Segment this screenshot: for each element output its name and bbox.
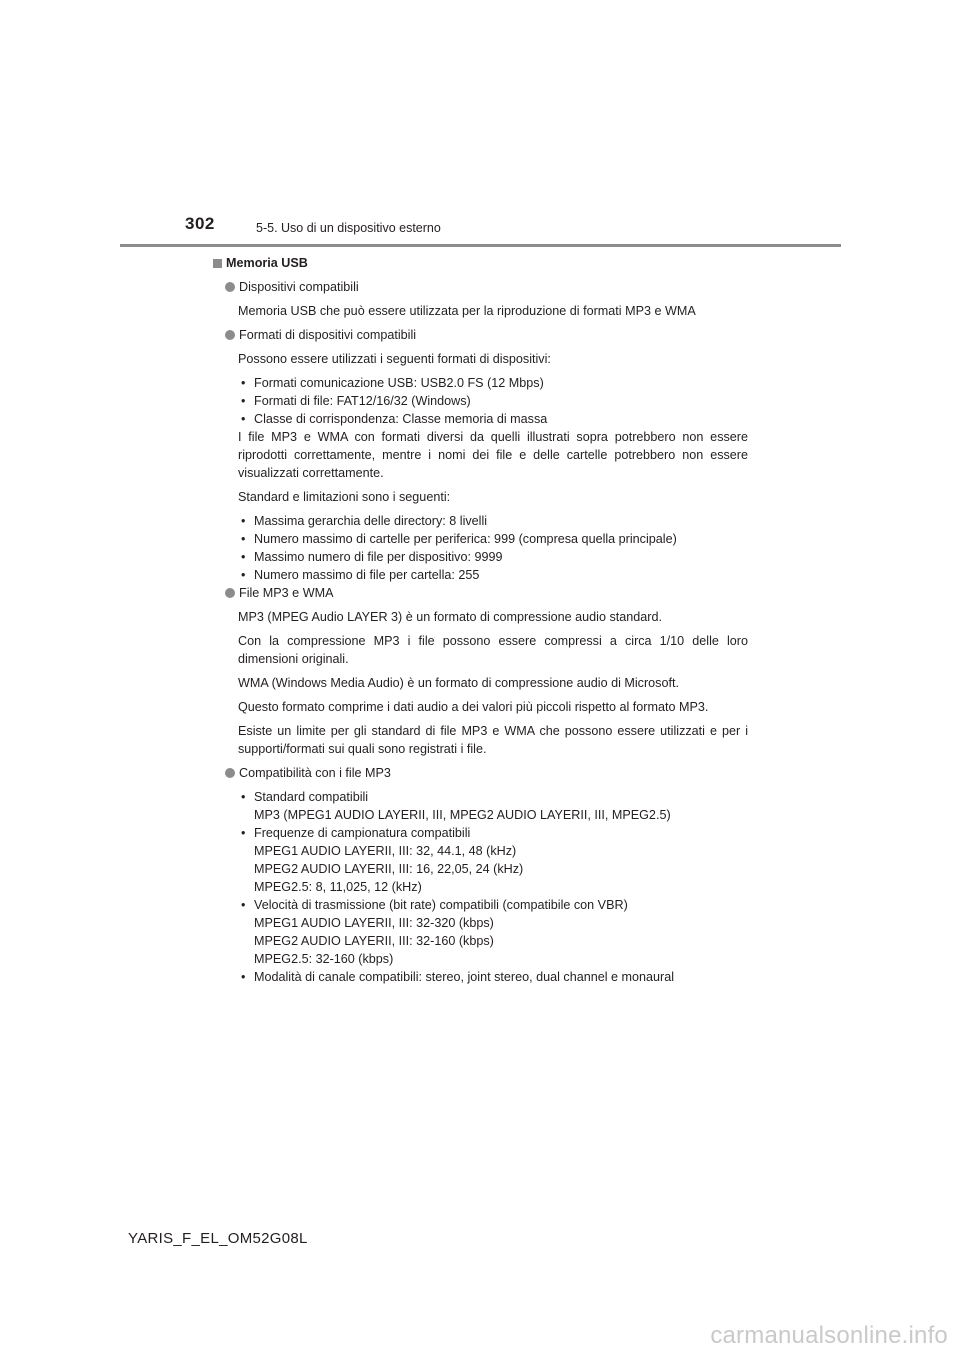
list-item-label: • Frequenze di campionatura compatibili <box>254 826 471 840</box>
header-divider <box>120 244 841 247</box>
list-item-detail: MPEG2 AUDIO LAYERII, III: 16, 22,05, 24 (kHz) <box>254 862 524 876</box>
paragraph: Questo formato comprime i dati audio a dei valori più piccoli rispetto al formato MP3. <box>238 700 709 714</box>
section-heading <box>212 254 748 272</box>
page-number: 302 <box>185 214 215 233</box>
list-item-label: • Standard compatibili <box>254 790 369 804</box>
paragraph: Esiste un limite per gli standard di file MP3 e WMA che possono essere utilizzati e per i supporti/formati sui quali sono registrati i file. <box>238 724 748 756</box>
subsection-title: File MP3 e WMA <box>239 586 334 600</box>
list-item <box>238 788 748 824</box>
list-item-detail: MPEG1 AUDIO LAYERII, III: 32-320 (kbps) <box>254 916 494 930</box>
list-item-label: • Modalità di canale compatibili: stereo, joint stereo, dual channel e monaural <box>254 970 675 984</box>
subsection-heading <box>212 764 748 782</box>
subsection-heading <box>212 326 748 344</box>
watermark: carmanualsonline.info <box>710 1322 948 1349</box>
list-item <box>238 824 748 896</box>
list-item-detail: MPEG1 AUDIO LAYERII, III: 32, 44.1, 48 (kHz) <box>254 844 517 858</box>
subsection-title: Compatibilità con i file MP3 <box>239 766 391 780</box>
list-item-label: • Velocità di trasmissione (bit rate) compatibili (compatibile con VBR) <box>254 898 628 912</box>
list-item-detail: MP3 (MPEG1 AUDIO LAYERII, III, MPEG2 AUDIO LAYERII, III, MPEG2.5) <box>254 808 671 822</box>
circle-bullet-icon <box>225 330 235 340</box>
document-code: YARIS_F_EL_OM52G08L <box>128 1230 308 1247</box>
paragraph: Possono essere utilizzati i seguenti formati di dispositivi: <box>238 352 551 366</box>
circle-bullet-icon <box>225 588 235 598</box>
list-item: • Numero massimo di file per cartella: 255 <box>238 566 748 584</box>
list-item <box>238 896 748 968</box>
circle-bullet-icon <box>225 282 235 292</box>
paragraph: Memoria USB che può essere utilizzata per la riproduzione di formati MP3 e WMA <box>238 304 696 318</box>
paragraph: MP3 (MPEG Audio LAYER 3) è un formato di compressione audio standard. <box>238 610 662 624</box>
subsection-heading <box>212 278 748 296</box>
section-title: 5-5. Uso di un dispositivo esterno <box>256 221 441 235</box>
list-item: • Massimo numero di file per dispositivo: 9999 <box>238 548 748 566</box>
list-item-detail: MPEG2 AUDIO LAYERII, III: 32-160 (kbps) <box>254 934 494 948</box>
subsection-heading <box>212 584 748 602</box>
section-heading-text: Memoria USB <box>226 256 308 270</box>
subsection-title: Formati di dispositivi compatibili <box>239 328 417 342</box>
paragraph: I file MP3 e WMA con formati diversi da quelli illustrati sopra potrebbero non essere riprodotti correttamente, mentre i nomi dei file e delle cartelle potrebbero non essere visualizzati correttamente. <box>238 430 748 480</box>
square-bullet-icon <box>213 259 222 268</box>
circle-bullet-icon <box>225 768 235 778</box>
page-content <box>212 254 748 986</box>
list-item-detail: MPEG2.5: 32-160 (kbps) <box>254 952 394 966</box>
list-item: • Numero massimo di cartelle per periferica: 999 (compresa quella principale) <box>238 530 748 548</box>
list-item-detail: MPEG2.5: 8, 11,025, 12 (kHz) <box>254 880 422 894</box>
subsection-title: Dispositivi compatibili <box>239 280 359 294</box>
list-item <box>238 968 748 986</box>
list-item: • Classe di corrispondenza: Classe memoria di massa <box>238 410 748 428</box>
list-item: • Massima gerarchia delle directory: 8 livelli <box>238 512 748 530</box>
list-item: • Formati di file: FAT12/16/32 (Windows) <box>238 392 748 410</box>
paragraph: Standard e limitazioni sono i seguenti: <box>238 490 451 504</box>
paragraph: Con la compressione MP3 i file possono essere compressi a circa 1/10 delle loro dimensioni originali. <box>238 634 748 666</box>
paragraph: WMA (Windows Media Audio) è un formato di compressione audio di Microsoft. <box>238 676 679 690</box>
list-item: • Formati comunicazione USB: USB2.0 FS (12 Mbps) <box>238 374 748 392</box>
